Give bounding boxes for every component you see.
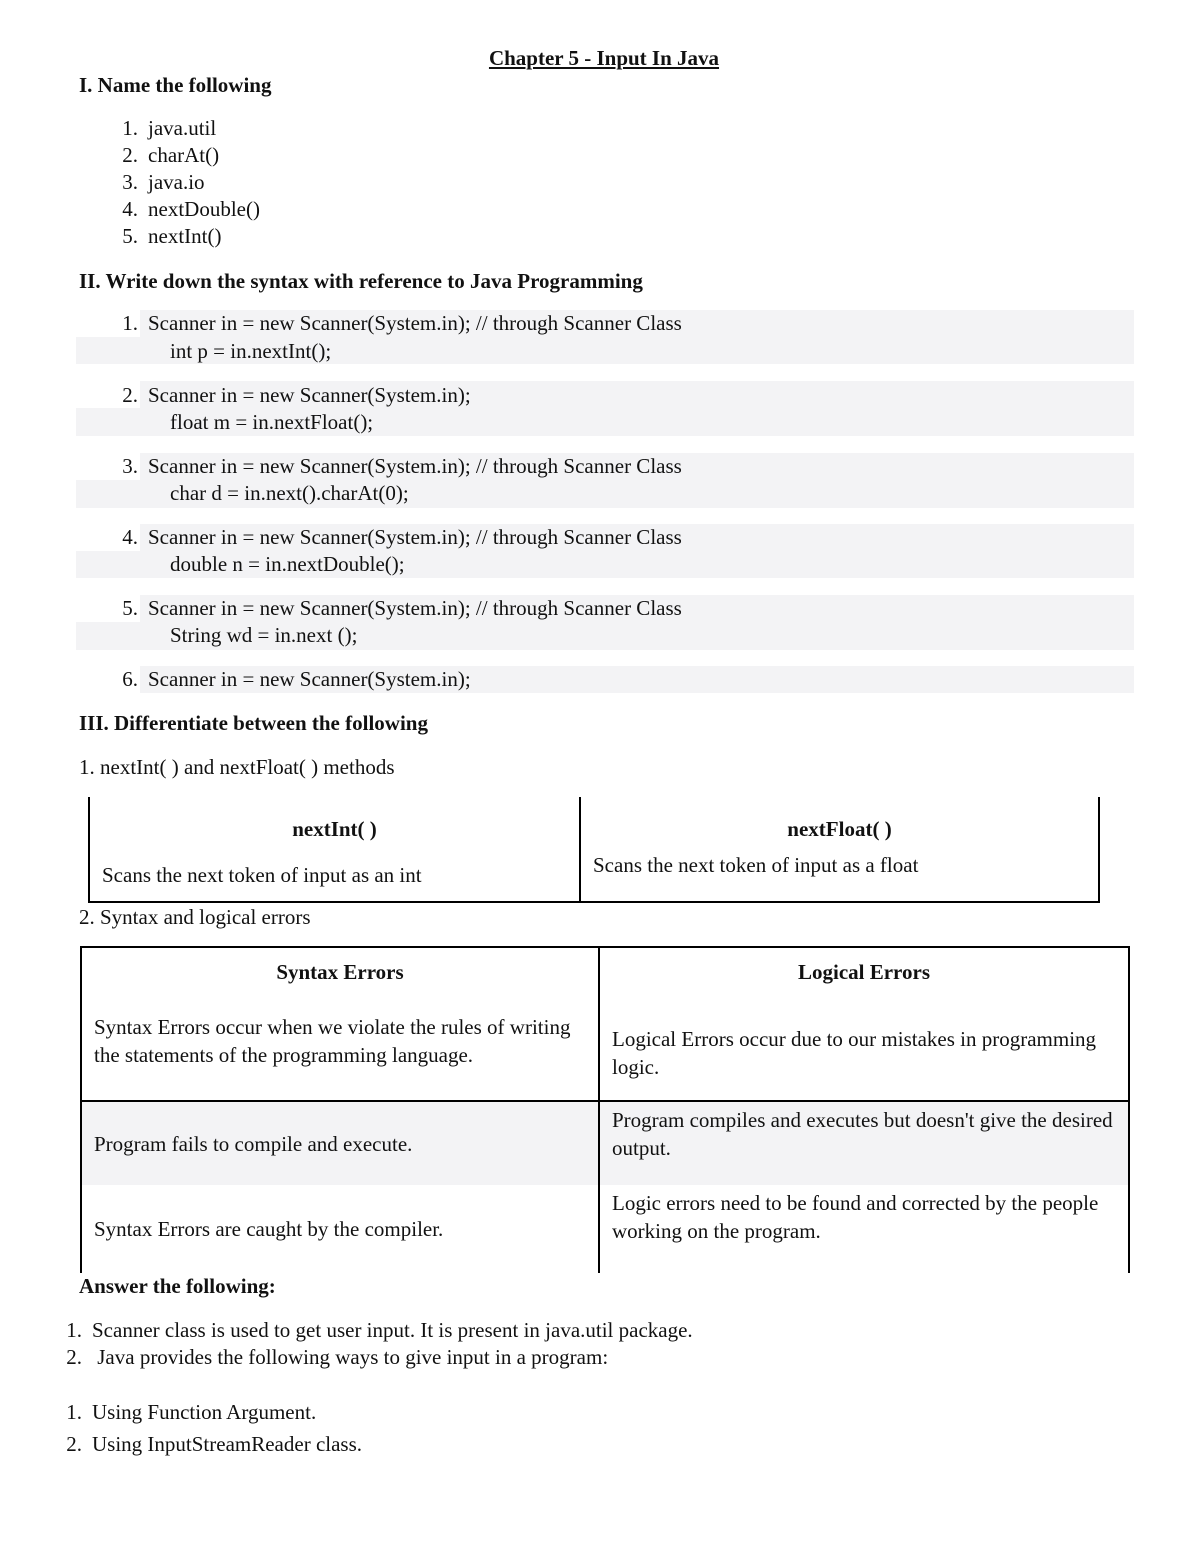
table-header: nextFloat( ) — [580, 797, 1099, 849]
syntax-item: 5. Scanner in = new Scanner(System.in); // through Scanner Class — [122, 596, 682, 620]
comparison-table-errors — [80, 946, 1130, 1273]
comparison-table-methods — [88, 797, 1100, 903]
table-cell: Syntax Errors are caught by the compiler. — [81, 1185, 599, 1273]
syntax-item: 3. Scanner in = new Scanner(System.in); // through Scanner Class — [122, 454, 682, 478]
page-title: Chapter 5 - Input In Java — [488, 46, 720, 70]
syntax-item-line: char d = in.next().charAt(0); — [170, 481, 409, 505]
table-cell: Scans the next token of input as an int — [89, 849, 580, 902]
question-label: 1. nextInt( ) and nextFloat( ) methods — [79, 755, 395, 779]
section-3-heading: III. Differentiate between the following — [79, 711, 428, 735]
syntax-item: 1. Scanner in = new Scanner(System.in); // through Scanner Class — [122, 311, 682, 335]
syntax-item-line: String wd = in.next (); — [170, 623, 358, 647]
syntax-item-line: int p = in.nextInt(); — [170, 339, 332, 363]
section-2-heading: II. Write down the syntax with reference to Java Programming — [79, 269, 643, 293]
answer-item: 2. Java provides the following ways to give input in a program: — [66, 1345, 609, 1369]
table-header: Logical Errors — [599, 947, 1129, 1005]
syntax-item-line: float m = in.nextFloat(); — [170, 410, 374, 434]
table-cell: Logical Errors occur due to our mistakes in programming logic. — [599, 1005, 1129, 1101]
table-header: Syntax Errors — [81, 947, 599, 1005]
answer-item: 1. Scanner class is used to get user input. It is present in java.util package. — [66, 1318, 693, 1342]
syntax-item-line: double n = in.nextDouble(); — [170, 552, 405, 576]
answer-subitem: 2. Using InputStreamReader class. — [66, 1432, 363, 1456]
list-item: 1. java.util — [122, 116, 217, 140]
table-header: nextInt( ) — [89, 797, 580, 849]
question-label: 2. Syntax and logical errors — [79, 905, 311, 929]
table-cell: Logic errors need to be found and corrected by the people working on the program. — [599, 1185, 1129, 1273]
list-item: 4. nextDouble() — [122, 197, 260, 221]
answer-subitem: 1. Using Function Argument. — [66, 1400, 317, 1424]
table-cell: Syntax Errors occur when we violate the rules of writing the statements of the programming language. — [81, 1005, 599, 1101]
syntax-item: 6. Scanner in = new Scanner(System.in); — [122, 667, 471, 691]
list-item: 2. charAt() — [122, 143, 220, 167]
syntax-item: 4. Scanner in = new Scanner(System.in); // through Scanner Class — [122, 525, 682, 549]
table-cell: Program fails to compile and execute. — [81, 1101, 599, 1185]
syntax-item: 2. Scanner in = new Scanner(System.in); — [122, 383, 471, 407]
section-4-heading: Answer the following: — [79, 1274, 276, 1298]
table-cell: Program compiles and executes but doesn't give the desired output. — [599, 1101, 1129, 1185]
list-item: 5. nextInt() — [122, 224, 222, 248]
list-item: 3. java.io — [122, 170, 205, 194]
section-1-heading: I. Name the following — [79, 73, 272, 97]
table-cell: Scans the next token of input as a float — [580, 849, 1099, 902]
